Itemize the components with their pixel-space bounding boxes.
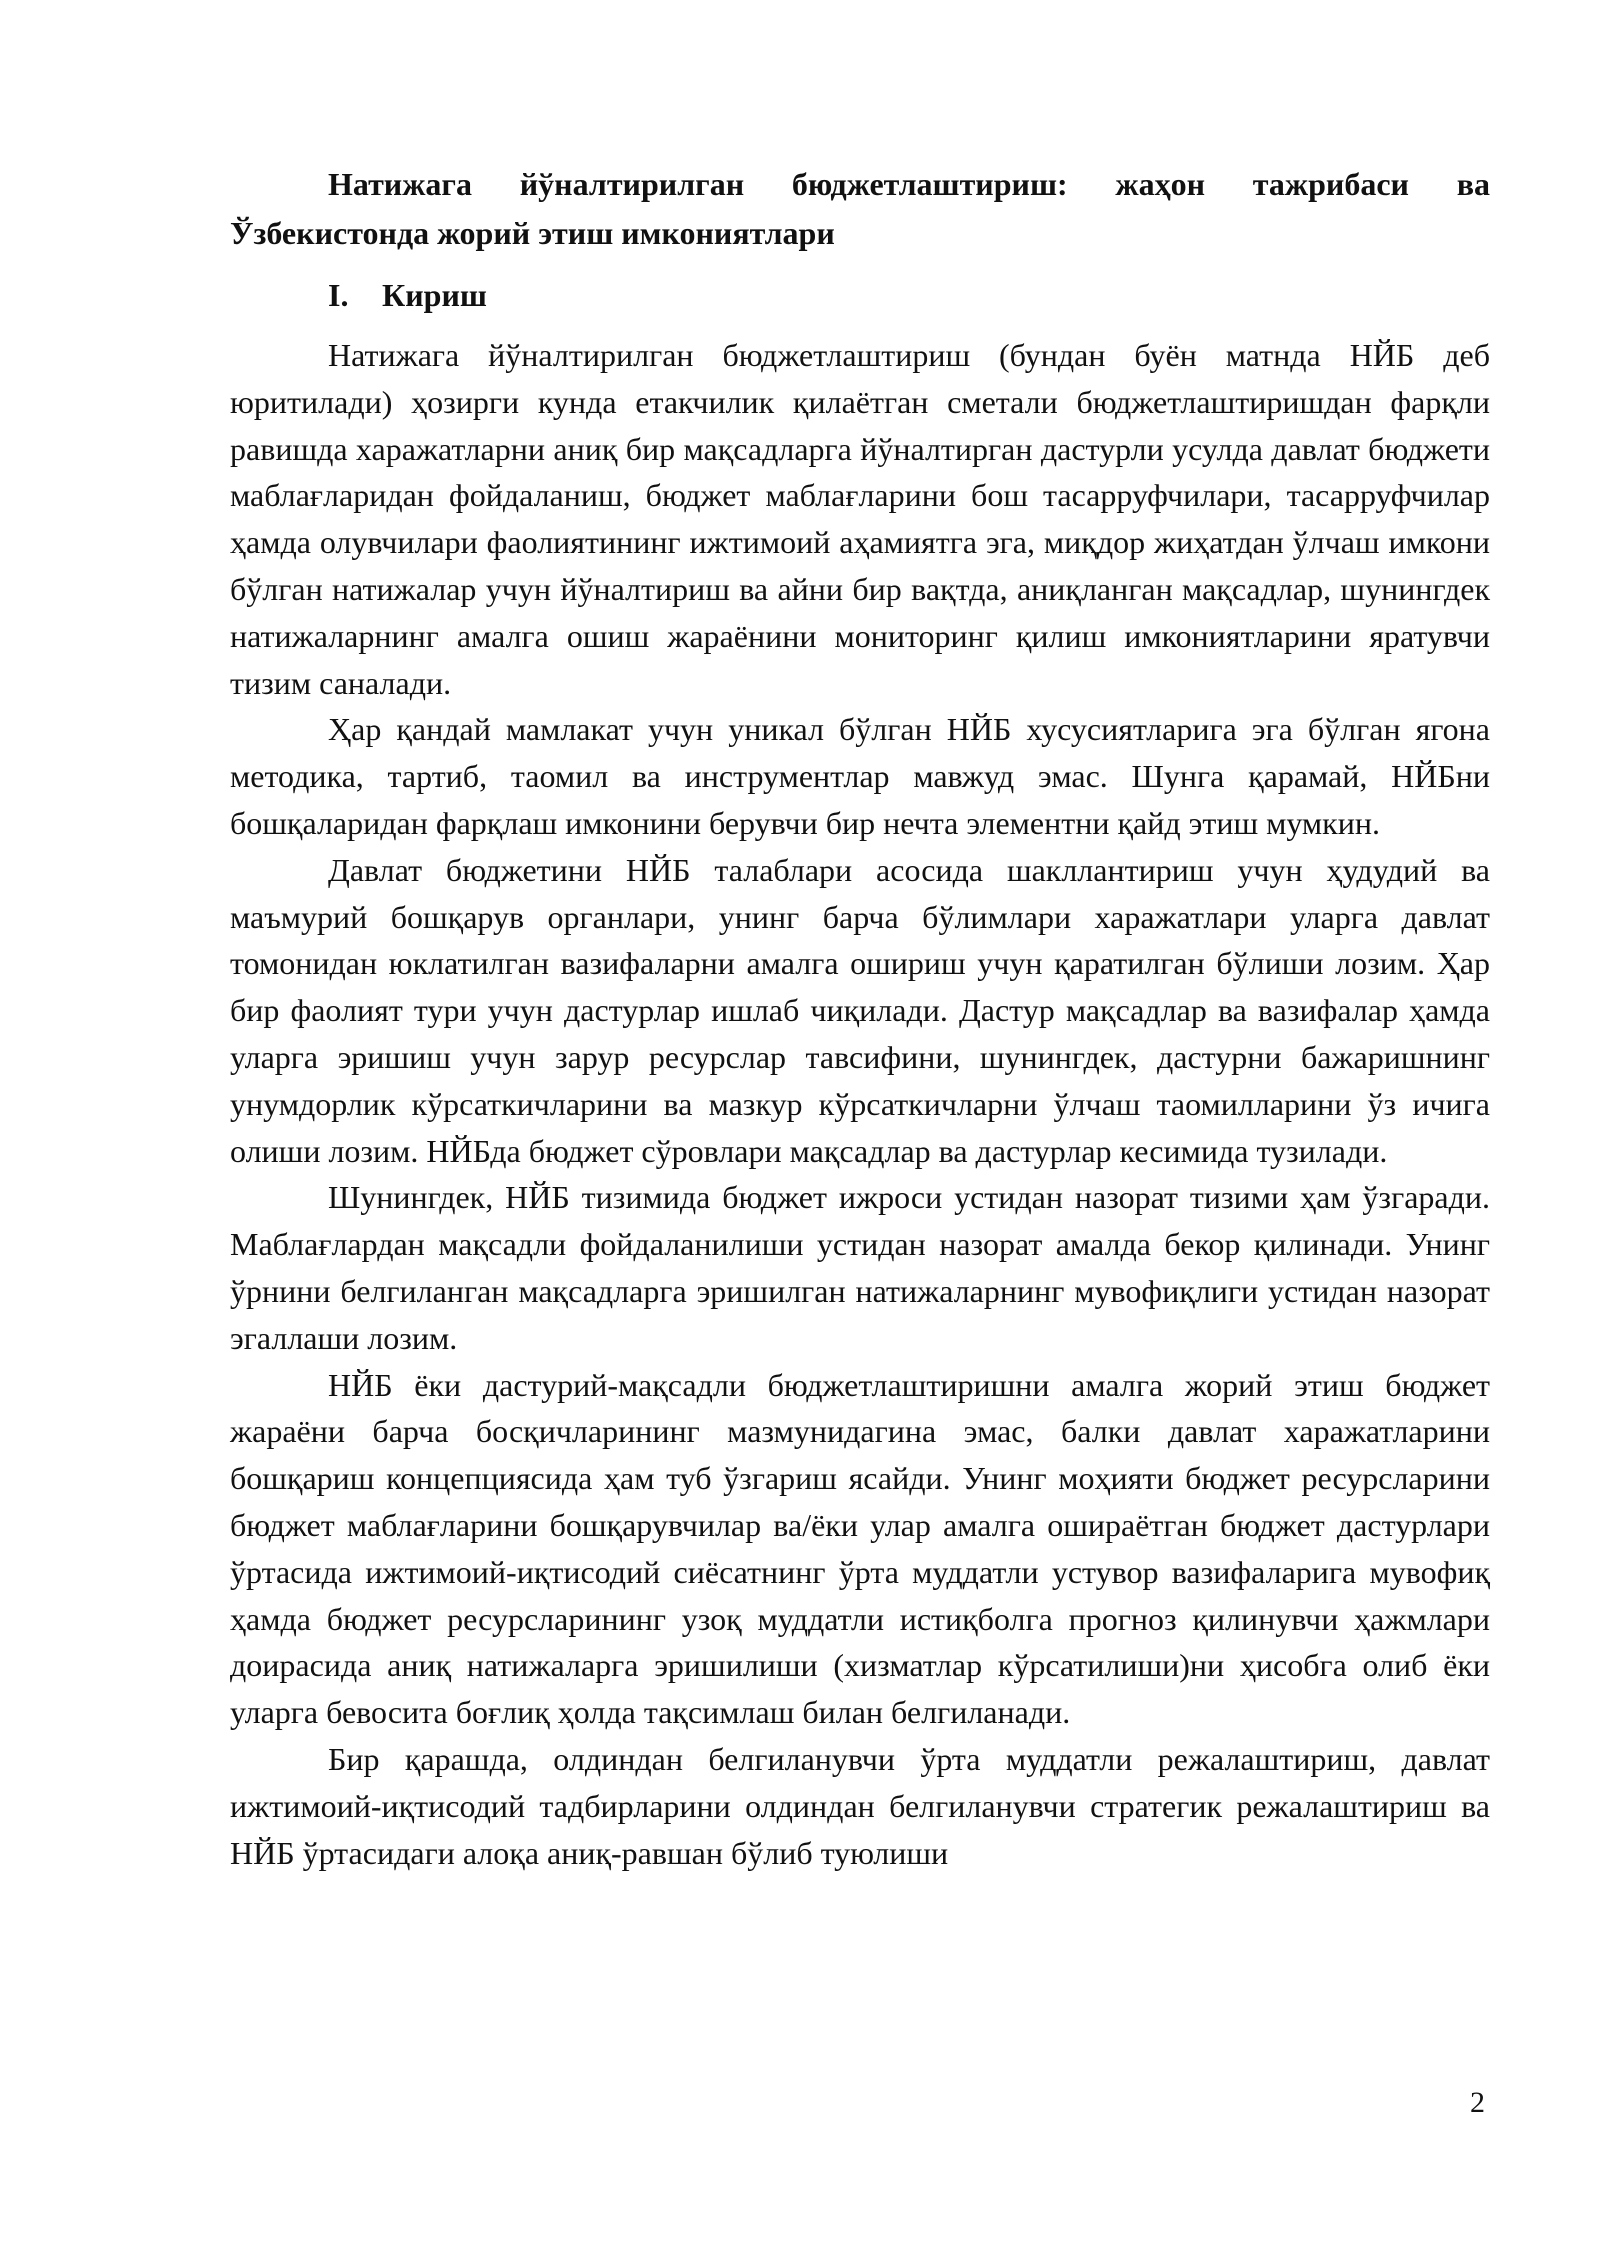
- document-title: Натижага йўналтирилган бюджетлаштириш: жаҳон тажрибаси ва Ўзбекистонда жорий этиш имкониятлари: [230, 166, 1490, 251]
- section-heading: [230, 270, 1490, 320]
- page-number: 2: [1470, 2086, 1485, 2119]
- paragraph: НЙБ ёки дастурий-мақсадли бюджетлаштиришни амалга жорий этиш бюджет жараёни барча босқичларининг мазмунидагина эмас, балки давлат харажатларини бошқариш концепциясида ҳам туб ўзгариш ясайди. Унинг моҳияти бюджет ресурсларини бюджет маблағларини бошқарувчилар ва/ёки улар амалга ошираётган бюджет дастурлари ўртасида ижтимоий-иқтисодий сиёсатнинг ўрта муддатли устувор вазифаларига мувофиқ ҳамда бюджет ресурсларининг узоқ муддатли истиқболга прогноз қилинувчи ҳажмлари доирасида аниқ натижаларга эришилиши (хизматлар кўрсатилиши)ни ҳисобга олиб ёки уларга бевосита боғлиқ ҳолда тақсимлаш билан белгиланади.: [230, 1366, 1490, 1731]
- paragraph: Шунингдек, НЙБ тизимида бюджет ижроси устидан назорат тизими ҳам ўзгаради. Маблағлардан мақсадли фойдаланилиши устидан назорат амалда бекор қилинади. Унинг ўрнини белгиланган мақсадларга эришилган натижаларнинг мувофиқлиги устидан назорат эгаллаши лозим.: [230, 1179, 1490, 1356]
- paragraph: Ҳар қандай мамлакат учун уникал бўлган НЙБ хусусиятларига эга бўлган ягона методика, тартиб, таомил ва инструментлар мавжуд эмас. Шунга қарамай, НЙБни бошқаларидан фарқлаш имконини берувчи бир нечта элементни қайд этиш мумкин.: [230, 711, 1490, 841]
- paragraph: Натижага йўналтирилган бюджетлаштириш (бундан буён матнда НЙБ деб юритилади) ҳозирги кунда етакчилик қилаётган сметали бюджетлаштиришдан фарқли равишда харажатларни аниқ бир мақсадларга йўналтирган дастурли усулда давлат бюджети маблағларидан фойдаланиш, бюджет маблағларини бош тасарруфчилари, тасарруфчилар ҳамда олувчилари фаолиятининг ижтимоий аҳамиятга эга, миқдор жиҳатдан ўлчаш имкони бўлган натижалар учун йўналтириш ва айни бир вақтда, аниқланган мақсадлар, шунингдек натижаларнинг амалга ошиш жараёнини мониторинг қилиш имкониятларини яратувчи тизим саналади.: [230, 337, 1490, 701]
- section-number: I.: [328, 277, 349, 313]
- section-title: Кириш: [382, 277, 487, 313]
- document-page: [230, 160, 1490, 1876]
- paragraph: Давлат бюджетини НЙБ талаблари асосида шакллантириш учун ҳудудий ва маъмурий бошқарув органлари, унинг барча бўлимлари харажатлари уларга давлат томонидан юклатилган вазифаларни амалга ошириш учун қаратилган бўлиши лозим. Ҳар бир фаолият тури учун дастурлар ишлаб чиқилади. Дастур мақсадлар ва вазифалар ҳамда уларга эришиш учун зарур ресурслар тавсифини, шунингдек, дастурни бажаришнинг унумдорлик кўрсаткичларини ва мазкур кўрсаткичларни ўлчаш таомилларини ўз ичига олиши лозим. НЙБда бюджет сўровлари мақсадлар ва дастурлар кесимида тузилади.: [230, 851, 1490, 1169]
- paragraph: Бир қарашда, олдиндан белгиланувчи ўрта муддатли режалаштириш, давлат ижтимоий-иқтисодий тадбирларини олдиндан белгиланувчи стратегик режалаштириш ва НЙБ ўртасидаги алоқа аниқ-равшан бўлиб туюлиши: [230, 1740, 1490, 1871]
